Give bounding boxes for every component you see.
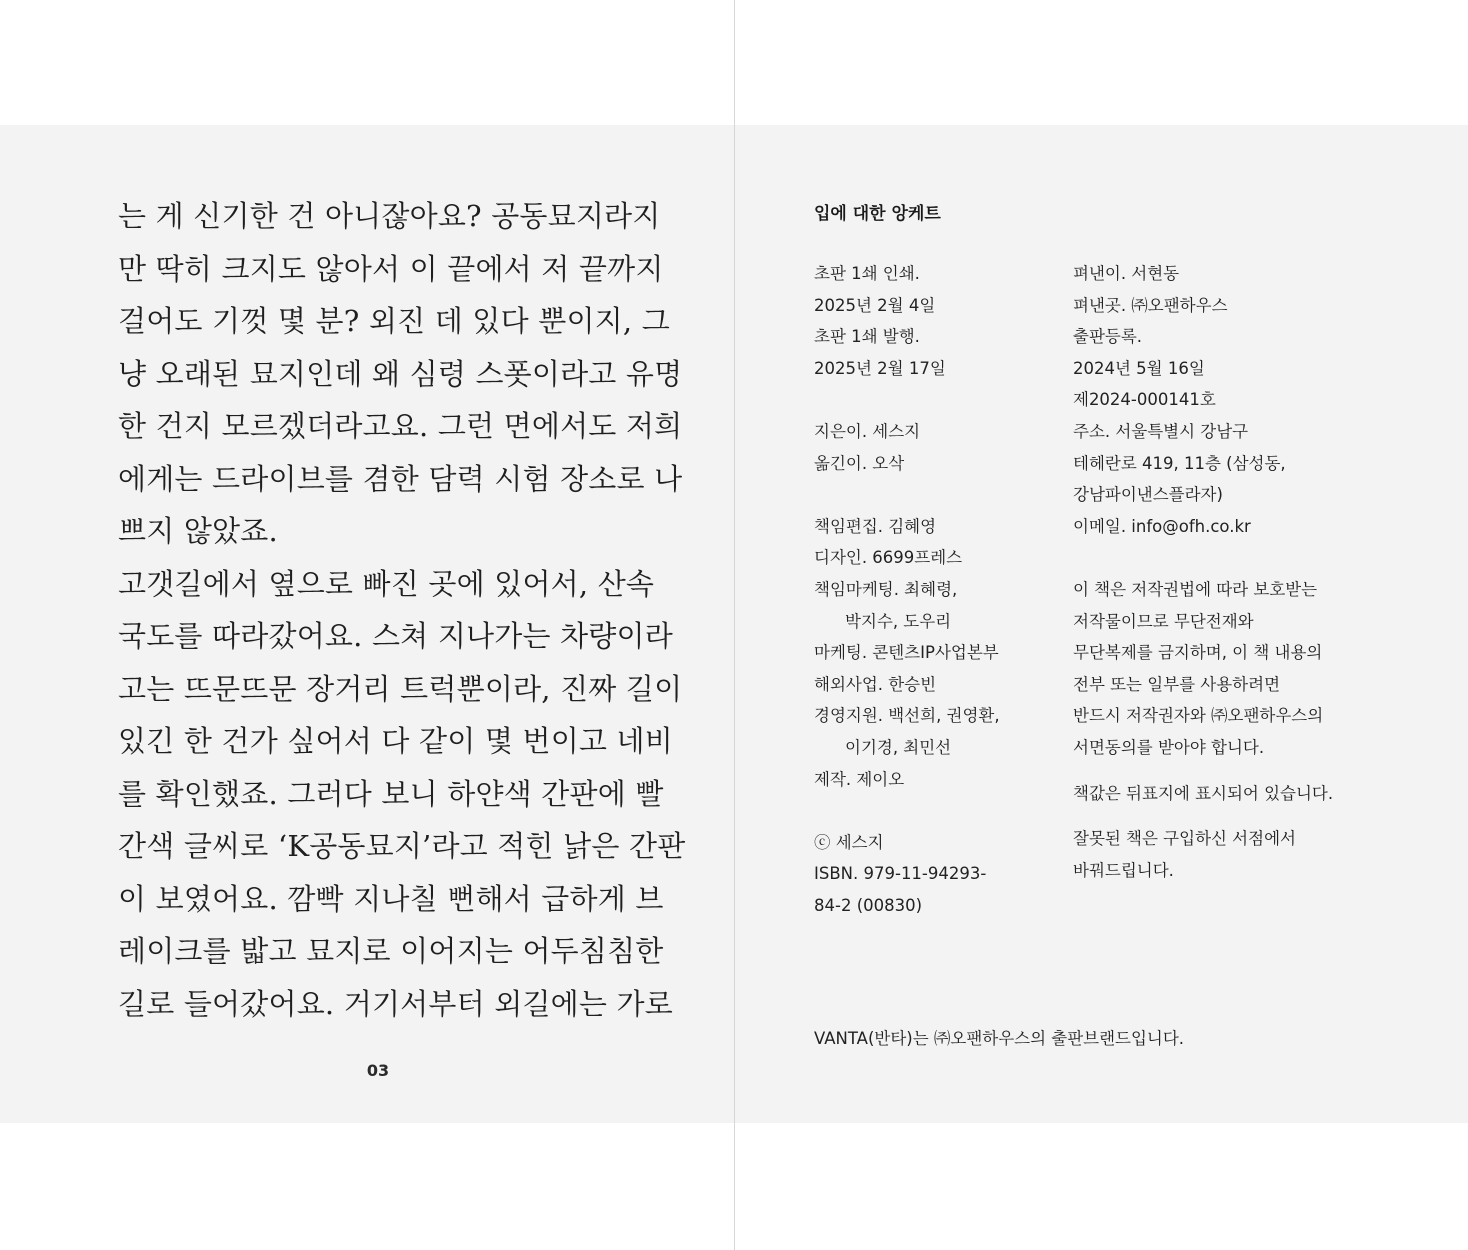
copyright-notice-6: 서면동의를 받아야 합니다. <box>1073 737 1265 757</box>
body-line: 간색 글씨로 ‘K공동묘지’라고 적힌 낡은 간판 <box>118 829 686 863</box>
body-line: 국도를 따라갔어요. 스쳐 지나가는 차량이라 <box>118 619 673 653</box>
marketing-credit: 마케팅. 콘텐츠IP사업본부 <box>814 643 999 663</box>
production-credit: 제작. 제이오 <box>814 769 905 789</box>
price-notice: 책값은 뒤표지에 표시되어 있습니다. <box>1073 783 1334 803</box>
body-line: 한 건지 모르겠더라고요. 그런 면에서도 저희 <box>118 409 683 443</box>
first-print-label: 초판 1쇄 인쇄. <box>814 264 920 283</box>
marketing-lead-credit: 책임마케팅. 최혜령, <box>814 579 958 599</box>
exchange-notice-2: 바꿔드립니다. <box>1073 860 1174 880</box>
address-line-3: 강남파이낸스플라자) <box>1073 485 1223 505</box>
brand-statement: VANTA(반타)는 ㈜오팬하우스의 출판브랜드입니다. <box>814 1029 1185 1048</box>
first-publish-label: 초판 1쇄 발행. <box>814 327 920 347</box>
copyright-notice-1: 이 책은 저작권법에 따라 보호받는 <box>1073 579 1318 599</box>
spacer <box>814 795 1000 827</box>
registration-date: 2024년 5월 16일 <box>1073 358 1205 378</box>
author-credit: 지은이. 세스지 <box>814 421 921 441</box>
design-credit: 디자인. 6699프레스 <box>814 548 963 568</box>
translator-credit: 옮긴이. 오삭 <box>814 453 905 473</box>
isbn-line-1: ISBN. 979-11-94293- <box>814 864 987 884</box>
address-line-1: 주소. 서울특별시 강남구 <box>1073 421 1249 441</box>
exchange-notice-1: 잘못된 책은 구입하신 서점에서 <box>1073 829 1296 849</box>
registration-label: 출판등록. <box>1073 327 1143 347</box>
email-line: 이메일. info@ofh.co.kr <box>1073 516 1251 536</box>
body-text <box>118 190 686 1030</box>
publisher-person: 펴낸이. 서현동 <box>1073 264 1180 283</box>
editor-credit: 책임편집. 김혜영 <box>814 516 937 536</box>
body-line: 레이크를 밟고 묘지로 이어지는 어두침침한 <box>118 934 664 968</box>
spacer <box>1073 542 1333 574</box>
first-print-date: 2025년 2월 4일 <box>814 295 936 315</box>
book-title: 입에 대한 앙케트 <box>814 204 941 224</box>
marketing-lead-credit-cont: 박지수, 도우리 <box>845 611 952 631</box>
registration-number: 제2024-000141호 <box>1073 390 1216 410</box>
spacer <box>1073 809 1333 823</box>
body-line: 이 보였어요. 깜빡 지나칠 뻔해서 급하게 브 <box>118 881 664 916</box>
copyright-notice-3: 무단복제를 금지하며, 이 책 내용의 <box>1073 643 1323 663</box>
body-line: 쁘지 않았죠. <box>118 514 278 548</box>
management-credit: 경영지원. 백선희, 권영환, <box>814 706 1000 726</box>
body-line: 를 확인했죠. 그러다 보니 하얀색 간판에 빨 <box>118 776 664 811</box>
spacer <box>814 384 1000 416</box>
spacer <box>814 479 1000 511</box>
colophon-publisher <box>1073 258 1333 886</box>
body-line: 고는 뜨문뜨문 장거리 트럭뿐이라, 진짜 길이 <box>118 671 683 706</box>
management-credit-cont: 이기경, 최민선 <box>845 737 952 757</box>
first-publish-date: 2025년 2월 17일 <box>814 358 946 378</box>
body-line: 있긴 한 건가 싶어서 다 같이 몇 번이고 네비 <box>118 724 673 758</box>
body-line: 냥 오래된 묘지인데 왜 심령 스폿이라고 유명 <box>118 356 683 391</box>
spacer <box>1073 764 1333 778</box>
address-line-2: 테헤란로 419, 11층 (삼성동, <box>1073 453 1286 473</box>
copyright-notice-4: 전부 또는 일부를 사용하려면 <box>1073 674 1281 694</box>
publisher-name: 펴낸곳. ㈜오팬하우스 <box>1073 295 1228 315</box>
body-line: 는 게 신기한 건 아니잖아요? 공동묘지라지 <box>118 199 661 233</box>
body-line: 만 딱히 크지도 않아서 이 끝에서 저 끝까지 <box>118 251 664 286</box>
copyright-notice-5: 반드시 저작권자와 ㈜오팬하우스의 <box>1073 706 1324 726</box>
body-line: 걸어도 기껏 몇 분? 외진 데 있다 뿐이지, 그 <box>118 304 670 338</box>
copyright-notice-2: 저작물이므로 무단전재와 <box>1073 611 1254 631</box>
body-line: 에게는 드라이브를 겸한 담력 시험 장소로 나 <box>118 461 683 496</box>
overseas-credit: 해외사업. 한승빈 <box>814 674 937 694</box>
body-line: 길로 들어갔어요. 거기서부터 외길에는 가로 <box>118 986 673 1021</box>
page-number: 03 <box>366 1061 390 1080</box>
body-line: 고갯길에서 옆으로 빠진 곳에 있어서, 산속 <box>118 566 655 601</box>
copyright-line: ⓒ 세스지 <box>814 832 884 852</box>
isbn-line-2: 84-2 (00830) <box>814 895 923 915</box>
colophon-credits <box>814 258 1000 921</box>
